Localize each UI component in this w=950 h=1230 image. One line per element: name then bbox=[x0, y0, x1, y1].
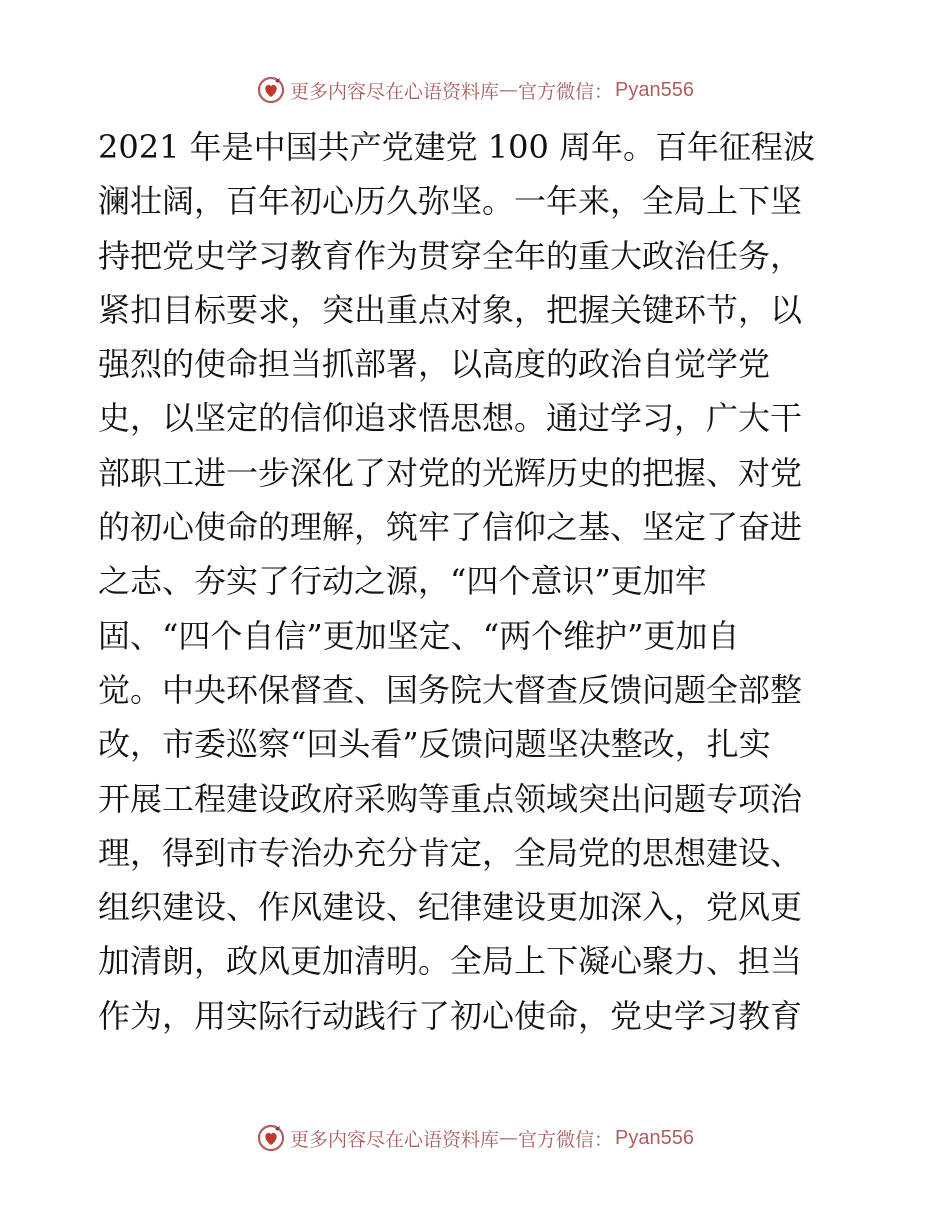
body-line: 史，以坚定的信仰追求悟思想。通过学习，广大干 bbox=[98, 399, 803, 438]
footer-banner-wechat-id: Pyan556 bbox=[615, 1126, 694, 1149]
body-line: 强烈的使命担当抓部署，以高度的政治自觉学党 bbox=[98, 345, 771, 384]
header-banner-separator: — bbox=[499, 79, 519, 101]
body-line: 持把党史学习教育作为贯穿全年的重大政治任务， bbox=[98, 236, 803, 275]
header-banner-wechat-id: Pyan556 bbox=[615, 78, 694, 101]
body-line: 理，得到市专治办充分肯定，全局党的思想建设、 bbox=[98, 833, 803, 872]
body-line: 之志、夯实了行动之源，“四个意识”更加牢 bbox=[98, 562, 707, 601]
footer-banner bbox=[0, 1118, 950, 1158]
body-line: 的初心使命的理解，筑牢了信仰之基、坚定了奋进 bbox=[98, 508, 803, 547]
body-line: 紧扣目标要求，突出重点对象，把握关键环节，以 bbox=[98, 290, 803, 329]
body-line: 改，市委巡察“回头看”反馈问题坚决整改，扎实 bbox=[98, 725, 771, 764]
body-line: 2021 年是中国共产党建党 100 周年。百年征程波 bbox=[98, 128, 816, 166]
footer-banner-text: 更多内容尽在心语资料库 bbox=[290, 1128, 500, 1151]
body-line: 部职工进一步深化了对党的光辉历史的把握、对党 bbox=[98, 453, 803, 492]
heart-pen-logo-icon bbox=[256, 1123, 286, 1153]
header-banner bbox=[0, 70, 950, 110]
body-line: 加清朗，政风更加清明。全局上下凝心聚力、担当 bbox=[98, 942, 803, 981]
header-banner-text: 更多内容尽在心语资料库 bbox=[290, 80, 500, 103]
body-line: 组织建设、作风建设、纪律建设更加深入，党风更 bbox=[98, 888, 803, 927]
footer-banner-wechat-label: 官方微信： bbox=[518, 1128, 614, 1151]
body-line: 作为，用实际行动践行了初心使命，党史学习教育 bbox=[98, 996, 803, 1035]
body-line: 觉。中央环保督查、国务院大督查反馈问题全部整 bbox=[98, 670, 803, 709]
footer-banner-separator: — bbox=[499, 1127, 519, 1149]
body-line: 开展工程建设政府采购等重点领域突出问题专项治 bbox=[98, 779, 803, 818]
body-paragraph bbox=[98, 120, 858, 1043]
body-line: 固、“四个自信”更加坚定、“两个维护”更加自 bbox=[98, 616, 740, 655]
body-line: 澜壮阔，百年初心历久弥坚。一年来，全局上下坚 bbox=[98, 182, 803, 221]
header-banner-wechat-label: 官方微信： bbox=[518, 80, 614, 103]
heart-pen-logo-icon bbox=[256, 75, 286, 105]
